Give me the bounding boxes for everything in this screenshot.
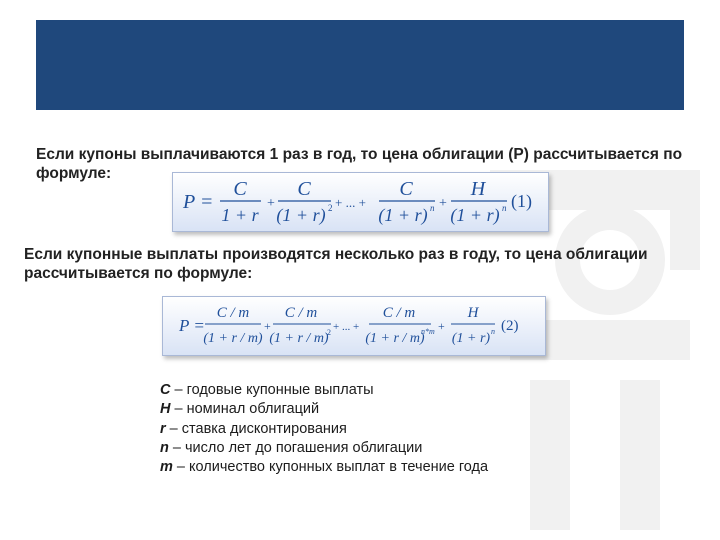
legend-symbol: n xyxy=(160,439,169,456)
formula-1-term2-num: C xyxy=(297,178,311,200)
formula-2-term2-den: (1 + r / m) xyxy=(269,331,329,346)
legend-item xyxy=(160,439,580,458)
legend-item xyxy=(160,420,580,439)
formula-1-ellipsis: + ... + xyxy=(335,195,366,210)
formula-2-plus: + xyxy=(438,319,445,333)
legend-symbol: r xyxy=(160,420,166,437)
formula-1-term4-den: (1 + r) xyxy=(450,205,500,225)
formula-2-term3-num: C / m xyxy=(382,305,416,321)
formula-1-plus: + xyxy=(267,196,275,211)
legend-symbol: C xyxy=(160,382,171,398)
formula-1 xyxy=(173,173,548,231)
formula-2-plus: + xyxy=(264,319,271,333)
paragraph-multiple-coupons: Если купонные выплаты производятся несколько раз в году, то цена облигации рассчитывается по формуле: xyxy=(24,246,648,282)
legend-item xyxy=(160,400,580,419)
legend-item xyxy=(160,458,580,477)
formula-1-term1-den: 1 + r xyxy=(221,205,259,225)
formula-2-term1-den: (1 + r / m) xyxy=(203,331,263,346)
formula-1-term3-den: (1 + r) xyxy=(378,205,428,225)
formula-1-tag: (1) xyxy=(511,191,532,211)
formula-2-term4-exp: n xyxy=(491,327,495,336)
formula-1-term4-exp: n xyxy=(502,203,507,213)
legend-text: – годовые купонные выплаты xyxy=(170,382,374,398)
formula-2-term1-num: C / m xyxy=(216,305,250,321)
formula-1-term2-exp: 2 xyxy=(328,203,333,213)
formula-1-box xyxy=(172,172,549,232)
formula-2-tag: (2) xyxy=(501,318,519,334)
formula-1-lhs: P = xyxy=(183,191,214,213)
formula-2-ellipsis: + ... + xyxy=(333,321,360,333)
formula-2 xyxy=(163,297,545,355)
formula-2-term2-exp: 2 xyxy=(327,328,331,337)
formula-1-term1-num: C xyxy=(233,178,247,200)
formula-1-term3-exp: n xyxy=(430,203,435,213)
formula-1-term3-num: C xyxy=(399,178,413,200)
legend-symbol: m xyxy=(160,459,173,476)
legend-text: – номинал облигаций xyxy=(170,401,320,418)
variables-legend xyxy=(160,381,580,477)
legend-text: – ставка дисконтирования xyxy=(165,420,347,437)
formula-2-term4-den: (1 + r) xyxy=(451,331,491,346)
legend-symbol: H xyxy=(160,401,171,418)
formula-1-term4-num: H xyxy=(470,178,486,200)
formula-2-term4-num: H xyxy=(467,305,479,321)
legend-text: – число лет до погашения облигации xyxy=(168,439,423,456)
formula-2-box xyxy=(162,296,546,356)
formula-1-plus: + xyxy=(439,196,447,211)
formula-2-term3-exp: n*m xyxy=(421,327,435,336)
formula-2-term2-num: C / m xyxy=(284,305,318,321)
formula-2-lhs: P = xyxy=(179,316,205,335)
formula-1-term2-den: (1 + r) xyxy=(276,205,326,225)
legend-item xyxy=(160,381,580,400)
formula-2-term3-den: (1 + r / m) xyxy=(365,331,425,346)
legend-text: – количество купонных выплат в течение года xyxy=(172,459,489,476)
title-banner xyxy=(36,20,684,110)
paragraph-annual-coupon: Если купоны выплачиваются 1 раз в год, то цена облигации (Р) рассчитывается по формуле: xyxy=(36,146,683,182)
